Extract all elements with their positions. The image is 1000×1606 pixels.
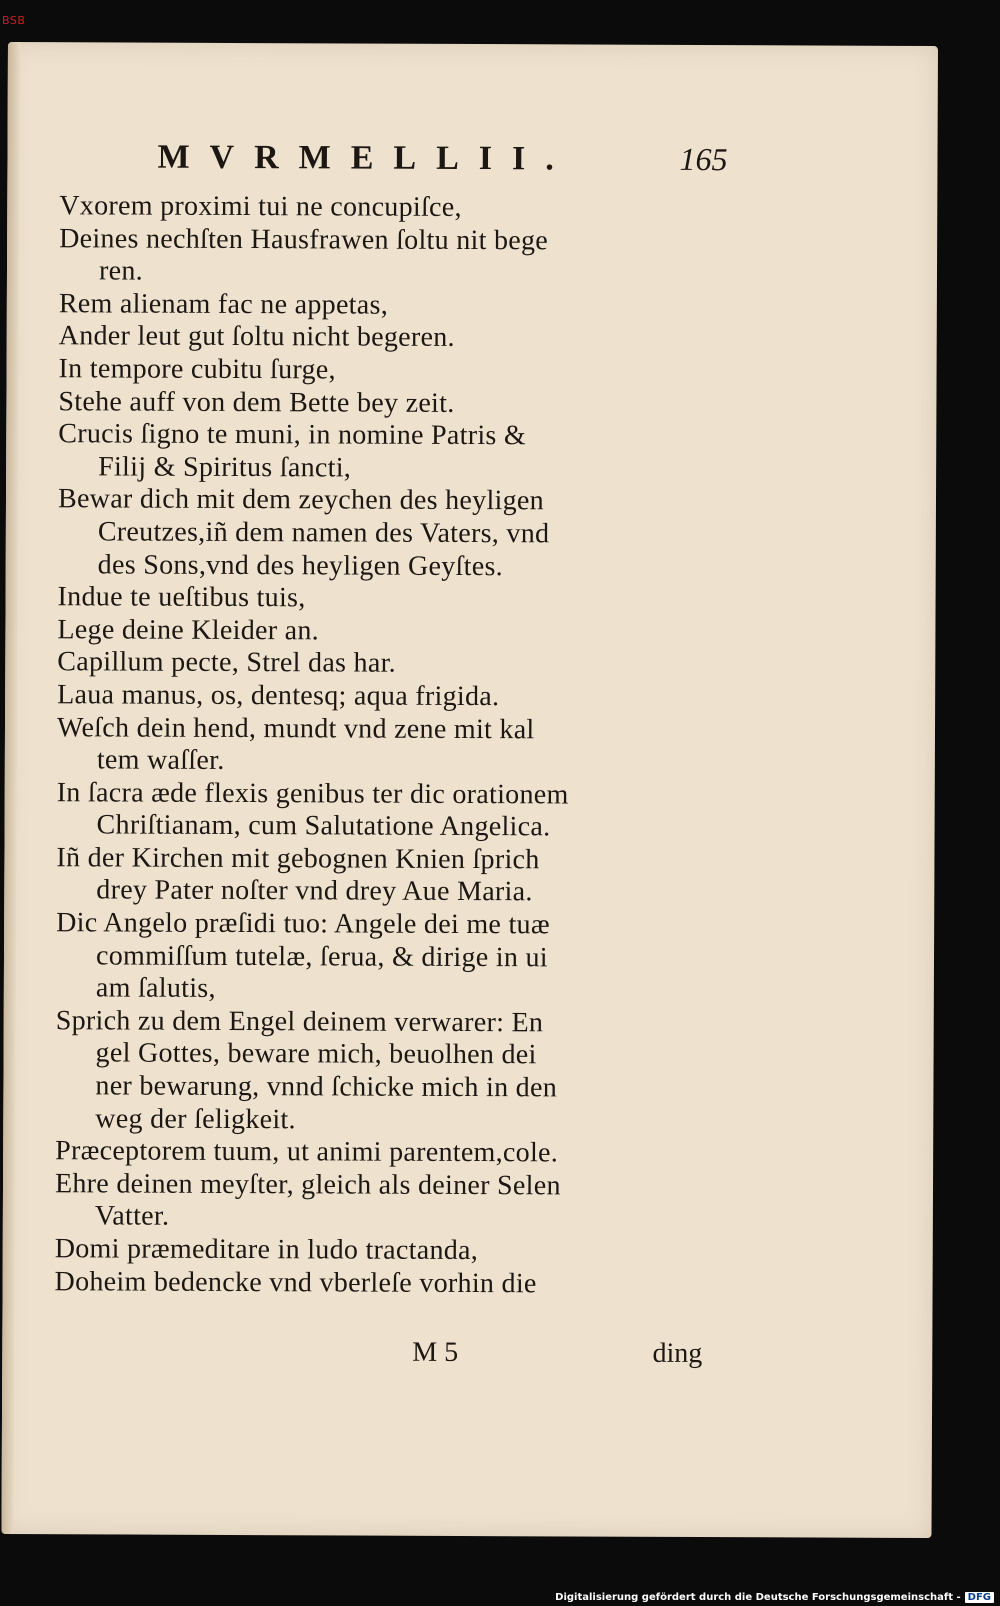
- text-line: tem waſſer.: [96, 744, 225, 777]
- text-line: commiſſum tutelæ, ſerua, & dirige in ui: [95, 940, 548, 974]
- page-number: 165: [679, 140, 728, 178]
- text-line: Laua manus, os, dentesq; aqua frigida.: [57, 679, 500, 713]
- text-line: Stehe auff von dem Bette bey zeit.: [58, 385, 455, 419]
- text-line: Deines nechſten Hausfrawen ſoltu nit bege: [59, 222, 549, 256]
- signature-mark: M 5: [412, 1336, 459, 1368]
- text-line: Weſch dein hend, mundt vnd zene mit kal: [56, 711, 535, 745]
- text-line: Ander leut gut ſoltu nicht begeren.: [58, 320, 455, 354]
- text-line: Bewar dich mit dem zeychen des heyligen: [57, 483, 545, 517]
- text-line: Præceptorem tuum, ut animi parentem,cole.: [55, 1135, 559, 1169]
- book-page: [1, 42, 938, 1538]
- text-line: In ſacra æde flexis genibus ter dic orationem: [56, 776, 569, 811]
- funding-credit: Digitalisierung gefördert durch die Deutsche Forschungsgemeinschaft -: [555, 1592, 961, 1603]
- text-line: drey Pater noſter vnd drey Aue Maria.: [96, 874, 533, 908]
- text-line: Sprich zu dem Engel deinem verwarer: En: [55, 1005, 544, 1039]
- text-line: Vxorem proximi tui ne concupiſce,: [59, 190, 462, 223]
- text-line: Filij & Spiritus ſancti,: [98, 451, 352, 484]
- page-foot: [402, 1337, 702, 1370]
- page-left-edge: [1, 42, 20, 1534]
- text-line: Chriſtianam, cum Salutatione Angelica.: [96, 809, 551, 843]
- catchword: ding: [652, 1337, 703, 1370]
- text-line: am ſalutis,: [95, 972, 216, 1005]
- page-header: [157, 139, 727, 179]
- text-line: Creutzes,iñ dem namen des Vaters, vnd: [97, 516, 550, 550]
- text-line: Ehre deinen meyſter, gleich als deiner Selen: [54, 1168, 561, 1202]
- digitization-footer: [555, 1592, 994, 1603]
- text-line: Lege deine Kleider an.: [57, 613, 320, 647]
- text-line: Doheim bedencke vnd vberleſe vorhin die: [54, 1265, 537, 1299]
- running-head: MVRMELLII.: [157, 138, 574, 178]
- text-line: gel Gottes, beware mich, beuolhen dei: [95, 1037, 537, 1071]
- text-line: Dic Angelo præſidi tuo: Angele dei me tuæ: [56, 907, 550, 941]
- text-line: Capillum pecte, Strel das har.: [57, 646, 397, 680]
- text-line: Crucis ſigno te muni, in nomine Patris &: [58, 418, 527, 452]
- body-text: [55, 190, 720, 1301]
- text-line: des Sons,vnd des heyligen Geyſtes.: [97, 548, 504, 582]
- text-line: In tempore cubitu ſurge,: [58, 353, 336, 386]
- text-line: Rem alienam fac ne appetas,: [58, 288, 389, 321]
- text-line: Vatter.: [94, 1200, 170, 1233]
- text-line: Indue te ueſtibus tuis,: [57, 581, 306, 614]
- dfg-logo: DFG: [965, 1592, 994, 1603]
- text-line: ner bewarung, vnnd ſchicke mich in den: [95, 1070, 558, 1104]
- text-line: weg der ſeligkeit.: [95, 1103, 296, 1135]
- text-line: ren.: [98, 255, 144, 287]
- bsb-watermark: BSB: [2, 14, 26, 27]
- text-line: Iñ der Kirchen mit gebognen Knien ſprich: [56, 842, 540, 876]
- text-line: Domi præmeditare in ludo tractanda,: [54, 1233, 479, 1267]
